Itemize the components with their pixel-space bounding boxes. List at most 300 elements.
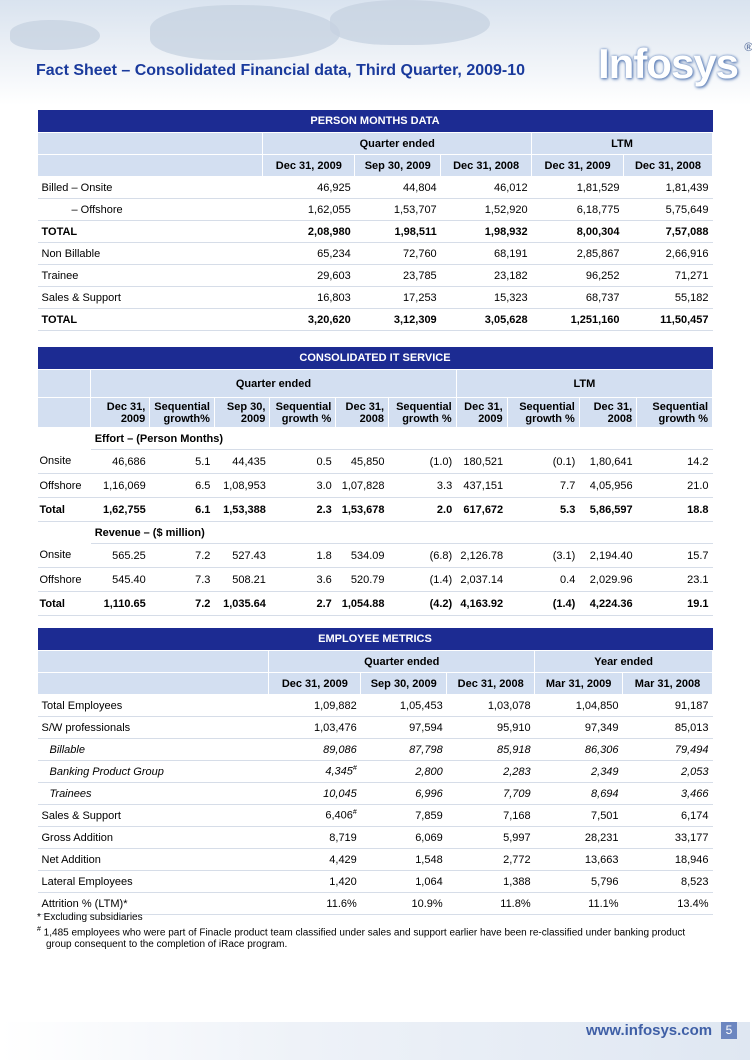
row-label: Total	[38, 498, 91, 522]
column-header: Dec 31, 2009	[269, 673, 361, 695]
table-cell: 0.5	[270, 450, 336, 474]
column-header	[579, 398, 636, 428]
row-label: Lateral Employees	[38, 871, 269, 893]
table-cell: (0.1)	[507, 450, 579, 474]
cell-value: 11.1%	[588, 897, 619, 910]
table-cell	[269, 739, 361, 761]
table-cell: 5.3	[507, 498, 579, 522]
cell-value: 1,420	[329, 875, 357, 888]
cell-value: 1,548	[415, 853, 443, 866]
column-header-line: Sequential	[396, 400, 452, 413]
table-cell: 3,05,628	[441, 309, 532, 331]
row-label: – Offshore	[38, 199, 263, 221]
table-cell: 617,672	[456, 498, 507, 522]
table-cell: 534.09	[336, 544, 389, 568]
table-cell: 8,00,304	[532, 221, 624, 243]
table-cell: 1,98,932	[441, 221, 532, 243]
table-cell	[361, 827, 447, 849]
cell-value: 7,168	[503, 809, 531, 822]
table-cell: 55,182	[624, 287, 713, 309]
table-row	[38, 199, 713, 221]
cell-value: 85,013	[674, 721, 709, 734]
table-cell: (1.4)	[389, 568, 457, 592]
cell-value: 2,283	[503, 765, 531, 778]
table-cell: 1,53,678	[336, 498, 389, 522]
column-header-line: Sep 30,	[226, 400, 266, 413]
cell-value: 79,494	[674, 743, 709, 756]
table-cell: 2.3	[270, 498, 336, 522]
table-cell: 2,85,867	[532, 243, 624, 265]
table-cell: 3,20,620	[263, 309, 355, 331]
cell-value: 2,053	[680, 765, 709, 778]
table-cell	[269, 827, 361, 849]
column-header-line: Dec 31,	[345, 400, 385, 413]
cell-value: 1,03,476	[313, 721, 357, 734]
cell-value: 1,064	[415, 875, 443, 888]
row-label: Net Addition	[38, 849, 269, 871]
table-cell	[623, 783, 713, 805]
group-header: LTM	[456, 370, 712, 398]
table-cell: 19.1	[637, 592, 713, 616]
cell-value: 1,388	[503, 875, 531, 888]
column-header-line: 2008	[359, 412, 385, 425]
cell-value: 7,709	[503, 787, 531, 800]
table-cell: 44,804	[355, 177, 441, 199]
row-label: Sales & Support	[38, 805, 269, 827]
table-cell: (6.8)	[389, 544, 457, 568]
table-cell: 68,737	[532, 287, 624, 309]
table-cell	[623, 739, 713, 761]
footnote-reclassification: # 1,485 employees who were part of Finacle product team classified under sales and support earlier have been re-classified under banking product	[37, 926, 686, 939]
cell-value: 4,345	[325, 765, 353, 778]
table-cell: 3.6	[270, 568, 336, 592]
table-cell	[269, 805, 361, 827]
world-map-shape	[330, 0, 490, 45]
column-header-line: growth%	[163, 412, 210, 425]
table-row	[38, 265, 713, 287]
table-cell	[361, 717, 447, 739]
column-header	[336, 398, 389, 428]
group-header: LTM	[532, 133, 713, 155]
table-cell: 23,182	[441, 265, 532, 287]
table-cell: 6,18,775	[532, 199, 624, 221]
group-header: Quarter ended	[91, 370, 457, 398]
table-cell: 68,191	[441, 243, 532, 265]
cell-value: 7,859	[415, 809, 443, 822]
table-row	[38, 498, 713, 522]
table-cell: 11,50,457	[624, 309, 713, 331]
table-cell	[447, 849, 535, 871]
table-cell: 1,08,953	[214, 474, 269, 498]
table-row	[38, 544, 713, 568]
table-cell: 5.1	[150, 450, 215, 474]
footnotes	[37, 912, 685, 951]
table-cell: 565.25	[91, 544, 150, 568]
row-label: Onsite	[38, 450, 91, 474]
cell-value: 7,501	[591, 809, 619, 822]
table-cell: 3.3	[389, 474, 457, 498]
column-header	[270, 398, 336, 428]
column-header	[214, 398, 269, 428]
table-row	[38, 717, 713, 739]
table-cell: 7.2	[150, 544, 215, 568]
table-cell: 1,110.65	[91, 592, 150, 616]
table-cell	[269, 695, 361, 717]
table-cell	[447, 695, 535, 717]
row-label: Offshore	[38, 474, 91, 498]
row-label: Trainee	[38, 265, 263, 287]
table-cell: 0.4	[507, 568, 579, 592]
table-cell	[623, 849, 713, 871]
cell-value: 6,996	[415, 787, 443, 800]
table-cell: 4,224.36	[579, 592, 636, 616]
table-cell: 1,53,388	[214, 498, 269, 522]
group-header: Quarter ended	[263, 133, 532, 155]
row-label: Billable	[38, 739, 269, 761]
website-link[interactable]: www.infosys.com	[586, 1022, 713, 1039]
table-row	[38, 287, 713, 309]
cell-value: 11.6%	[326, 897, 357, 910]
table-cell: 46,012	[441, 177, 532, 199]
column-header: Sep 30, 2009	[355, 155, 441, 177]
cell-value: 28,231	[584, 831, 619, 844]
table-cell	[535, 761, 623, 783]
table-row	[38, 739, 713, 761]
column-header: Mar 31, 2008	[623, 673, 713, 695]
table-cell	[623, 717, 713, 739]
table-cell: 1,62,055	[263, 199, 355, 221]
table-cell: 29,603	[263, 265, 355, 287]
table-cell: 520.79	[336, 568, 389, 592]
cell-value: 6,069	[415, 831, 443, 844]
footnote-mark: #	[352, 765, 357, 773]
table-cell	[535, 739, 623, 761]
cell-value: 97,594	[409, 721, 443, 734]
cell-value: 1,04,850	[575, 699, 619, 712]
footnote-subsidiaries: * Excluding subsidiaries	[37, 912, 143, 923]
table-cell: 1,81,529	[532, 177, 624, 199]
column-header	[91, 398, 150, 428]
table-cell	[361, 761, 447, 783]
table-cell: 72,760	[355, 243, 441, 265]
table-cell: 545.40	[91, 568, 150, 592]
column-header	[507, 398, 579, 428]
column-header-line: Dec 31,	[593, 400, 633, 413]
cell-value: 2,349	[591, 765, 619, 778]
column-header	[150, 398, 215, 428]
table-row	[38, 221, 713, 243]
table-cell: 7.7	[507, 474, 579, 498]
cell-value: 13,663	[584, 853, 619, 866]
section-label: Effort – (Person Months)	[91, 428, 713, 450]
row-label: Onsite	[38, 544, 91, 568]
row-label: Gross Addition	[38, 827, 269, 849]
table-row	[38, 761, 713, 783]
cell-value: 3,466	[680, 787, 709, 800]
table-cell: 1,16,069	[91, 474, 150, 498]
cell-value: 91,187	[674, 699, 709, 712]
table-cell: (4.2)	[389, 592, 457, 616]
employee-metrics-table	[37, 628, 713, 915]
table-title: PERSON MONTHS DATA	[38, 110, 713, 133]
table-cell: 527.43	[214, 544, 269, 568]
table-cell: 4,05,956	[579, 474, 636, 498]
table-cell	[447, 783, 535, 805]
cell-value: 85,918	[496, 743, 531, 756]
cell-value: 2,772	[503, 853, 531, 866]
row-label: TOTAL	[38, 221, 263, 243]
column-header: Mar 31, 2009	[535, 673, 623, 695]
table-cell: 65,234	[263, 243, 355, 265]
table-cell	[623, 805, 713, 827]
table-cell: 15.7	[637, 544, 713, 568]
table-cell: 1,62,755	[91, 498, 150, 522]
table-row	[38, 871, 713, 893]
table-cell: 1.8	[270, 544, 336, 568]
cell-value: 2,800	[415, 765, 443, 778]
table-cell: 7,57,088	[624, 221, 713, 243]
table-cell: 23.1	[637, 568, 713, 592]
cell-value: 1,05,453	[399, 699, 443, 712]
cell-value: 18,946	[674, 853, 709, 866]
table-cell	[535, 783, 623, 805]
table-cell	[447, 805, 535, 827]
table-cell: 5,86,597	[579, 498, 636, 522]
world-map-shape	[10, 20, 100, 50]
table-cell: 45,850	[336, 450, 389, 474]
column-header: Dec 31, 2008	[441, 155, 532, 177]
cell-value: 89,086	[323, 743, 357, 756]
table-cell	[269, 849, 361, 871]
column-header-line: 2009	[240, 412, 266, 425]
table-cell: 2,037.14	[456, 568, 507, 592]
table-row	[38, 309, 713, 331]
column-header-line: Dec 31,	[106, 400, 146, 413]
footnote-mark: #	[352, 809, 357, 817]
cell-value: 13.4%	[677, 897, 709, 910]
column-header: Dec 31, 2009	[263, 155, 355, 177]
cell-value: 5,997	[503, 831, 531, 844]
row-label: Non Billable	[38, 243, 263, 265]
table-cell: 508.21	[214, 568, 269, 592]
column-header-line: 2009	[120, 412, 146, 425]
column-header-line: growth %	[658, 412, 708, 425]
table-cell	[269, 761, 361, 783]
cell-value: 86,306	[584, 743, 619, 756]
cell-value: 11.8%	[500, 897, 531, 910]
column-header-line: growth %	[281, 412, 332, 425]
row-label: Attrition % (LTM)*	[38, 893, 269, 915]
cell-value: 95,910	[496, 721, 531, 734]
table-cell: 5,75,649	[624, 199, 713, 221]
table-cell: (1.0)	[389, 450, 457, 474]
table-cell	[269, 871, 361, 893]
cell-value: 8,523	[680, 875, 709, 888]
column-header: Dec 31, 2008	[447, 673, 535, 695]
table-cell: 2,194.40	[579, 544, 636, 568]
table-title: CONSOLIDATED IT SERVICE	[38, 347, 713, 370]
table-cell	[447, 871, 535, 893]
column-header-line: growth %	[402, 412, 452, 425]
column-header-line: 2008	[607, 412, 633, 425]
world-map-shape	[150, 5, 340, 60]
table-cell: 1,07,828	[336, 474, 389, 498]
table-cell: 1,035.64	[214, 592, 269, 616]
table-cell	[447, 739, 535, 761]
footnote-reclassification-cont: group consequent to the completion of iRace program.	[46, 939, 288, 951]
infosys-logo: Infosys ®	[598, 40, 752, 87]
table-cell: 21.0	[637, 474, 713, 498]
row-label: Offshore	[38, 568, 91, 592]
table-cell: 7.2	[150, 592, 215, 616]
row-label: TOTAL	[38, 309, 263, 331]
column-header: Dec 31, 2008	[624, 155, 713, 177]
table-row	[38, 243, 713, 265]
table-cell: 1,054.88	[336, 592, 389, 616]
table-cell: 96,252	[532, 265, 624, 287]
column-header: Sep 30, 2009	[361, 673, 447, 695]
table-cell	[269, 717, 361, 739]
table-cell	[535, 871, 623, 893]
row-label: S/W professionals	[38, 717, 269, 739]
table-cell	[361, 739, 447, 761]
column-header-line: Sequential	[519, 400, 575, 413]
row-label: Billed – Onsite	[38, 177, 263, 199]
cell-value: 1,09,882	[313, 699, 357, 712]
table-cell	[269, 783, 361, 805]
table-row	[38, 849, 713, 871]
column-header	[456, 398, 507, 428]
column-header-line: Dec 31,	[464, 400, 503, 413]
table-cell	[447, 761, 535, 783]
table-row	[38, 592, 713, 616]
table-cell: 1,80,641	[579, 450, 636, 474]
column-header	[389, 398, 457, 428]
table-cell: 6.1	[150, 498, 215, 522]
table-cell: 16,803	[263, 287, 355, 309]
table-cell	[535, 849, 623, 871]
table-row	[38, 568, 713, 592]
cell-value: 6,406	[325, 809, 353, 822]
table-cell: 4,163.92	[456, 592, 507, 616]
cell-value: 8,694	[591, 787, 619, 800]
table-cell: 437,151	[456, 474, 507, 498]
table-cell: 1,81,439	[624, 177, 713, 199]
table-cell	[623, 871, 713, 893]
cell-value: 10.9%	[411, 897, 443, 910]
cell-value: 97,349	[584, 721, 619, 734]
table-cell: 71,271	[624, 265, 713, 287]
table-cell	[623, 695, 713, 717]
column-header-line: Sequential	[652, 400, 708, 413]
table-cell: 3.0	[270, 474, 336, 498]
row-label: Trainees	[38, 783, 269, 805]
table-cell	[535, 695, 623, 717]
table-cell	[447, 717, 535, 739]
it-service-table	[37, 347, 713, 616]
cell-value: 1,03,078	[487, 699, 531, 712]
table-cell	[361, 871, 447, 893]
table-cell	[623, 761, 713, 783]
section-label: Revenue – ($ million)	[91, 522, 713, 544]
column-header-line: Sequential	[154, 400, 210, 413]
table-cell: 3,12,309	[355, 309, 441, 331]
column-header-line: growth %	[525, 412, 575, 425]
group-header: Year ended	[535, 651, 713, 673]
table-row	[38, 177, 713, 199]
table-cell: 2,126.78	[456, 544, 507, 568]
table-cell	[535, 717, 623, 739]
table-row	[38, 450, 713, 474]
group-header: Quarter ended	[269, 651, 535, 673]
table-cell	[361, 783, 447, 805]
row-label: Total Employees	[38, 695, 269, 717]
row-label: Sales & Support	[38, 287, 263, 309]
table-row	[38, 827, 713, 849]
cell-value: 10,045	[323, 787, 357, 800]
table-cell: 1,52,920	[441, 199, 532, 221]
cell-value: 87,798	[409, 743, 443, 756]
table-row	[38, 783, 713, 805]
table-cell: 18.8	[637, 498, 713, 522]
table-cell	[535, 827, 623, 849]
page-number: 5	[721, 1022, 737, 1039]
table-cell: 2,08,980	[263, 221, 355, 243]
table-cell: 2,029.96	[579, 568, 636, 592]
table-cell: 46,925	[263, 177, 355, 199]
column-header-line: Sequential	[275, 400, 332, 413]
table-row	[38, 695, 713, 717]
column-header: Dec 31, 2009	[532, 155, 624, 177]
table-title: EMPLOYEE METRICS	[38, 628, 713, 651]
cell-value: 5,796	[591, 875, 619, 888]
table-cell: 180,521	[456, 450, 507, 474]
table-cell: 2,66,916	[624, 243, 713, 265]
table-cell	[361, 849, 447, 871]
cell-value: 4,429	[329, 853, 357, 866]
table-cell: 1,98,511	[355, 221, 441, 243]
table-cell: 6.5	[150, 474, 215, 498]
page-title: Fact Sheet – Consolidated Financial data, Third Quarter, 2009-10	[36, 62, 526, 79]
table-row	[38, 805, 713, 827]
table-cell	[447, 827, 535, 849]
column-header	[637, 398, 713, 428]
table-cell: 15,323	[441, 287, 532, 309]
person-months-table	[37, 110, 713, 331]
row-label: Total	[38, 592, 91, 616]
table-cell: (1.4)	[507, 592, 579, 616]
table-cell: 14.2	[637, 450, 713, 474]
table-row	[38, 474, 713, 498]
table-cell: 1,251,160	[532, 309, 624, 331]
table-cell: 44,435	[214, 450, 269, 474]
table-cell: 7.3	[150, 568, 215, 592]
cell-value: 6,174	[680, 809, 709, 822]
table-cell: (3.1)	[507, 544, 579, 568]
column-header-line: 2009	[478, 412, 503, 425]
table-cell	[361, 695, 447, 717]
table-cell	[361, 805, 447, 827]
cell-value: 33,177	[674, 831, 709, 844]
row-label: Banking Product Group	[38, 761, 269, 783]
table-cell	[535, 805, 623, 827]
table-cell: 46,686	[91, 450, 150, 474]
cell-value: 8,719	[329, 831, 357, 844]
table-cell: 23,785	[355, 265, 441, 287]
table-cell: 17,253	[355, 287, 441, 309]
table-cell: 2.0	[389, 498, 457, 522]
table-cell: 2.7	[270, 592, 336, 616]
